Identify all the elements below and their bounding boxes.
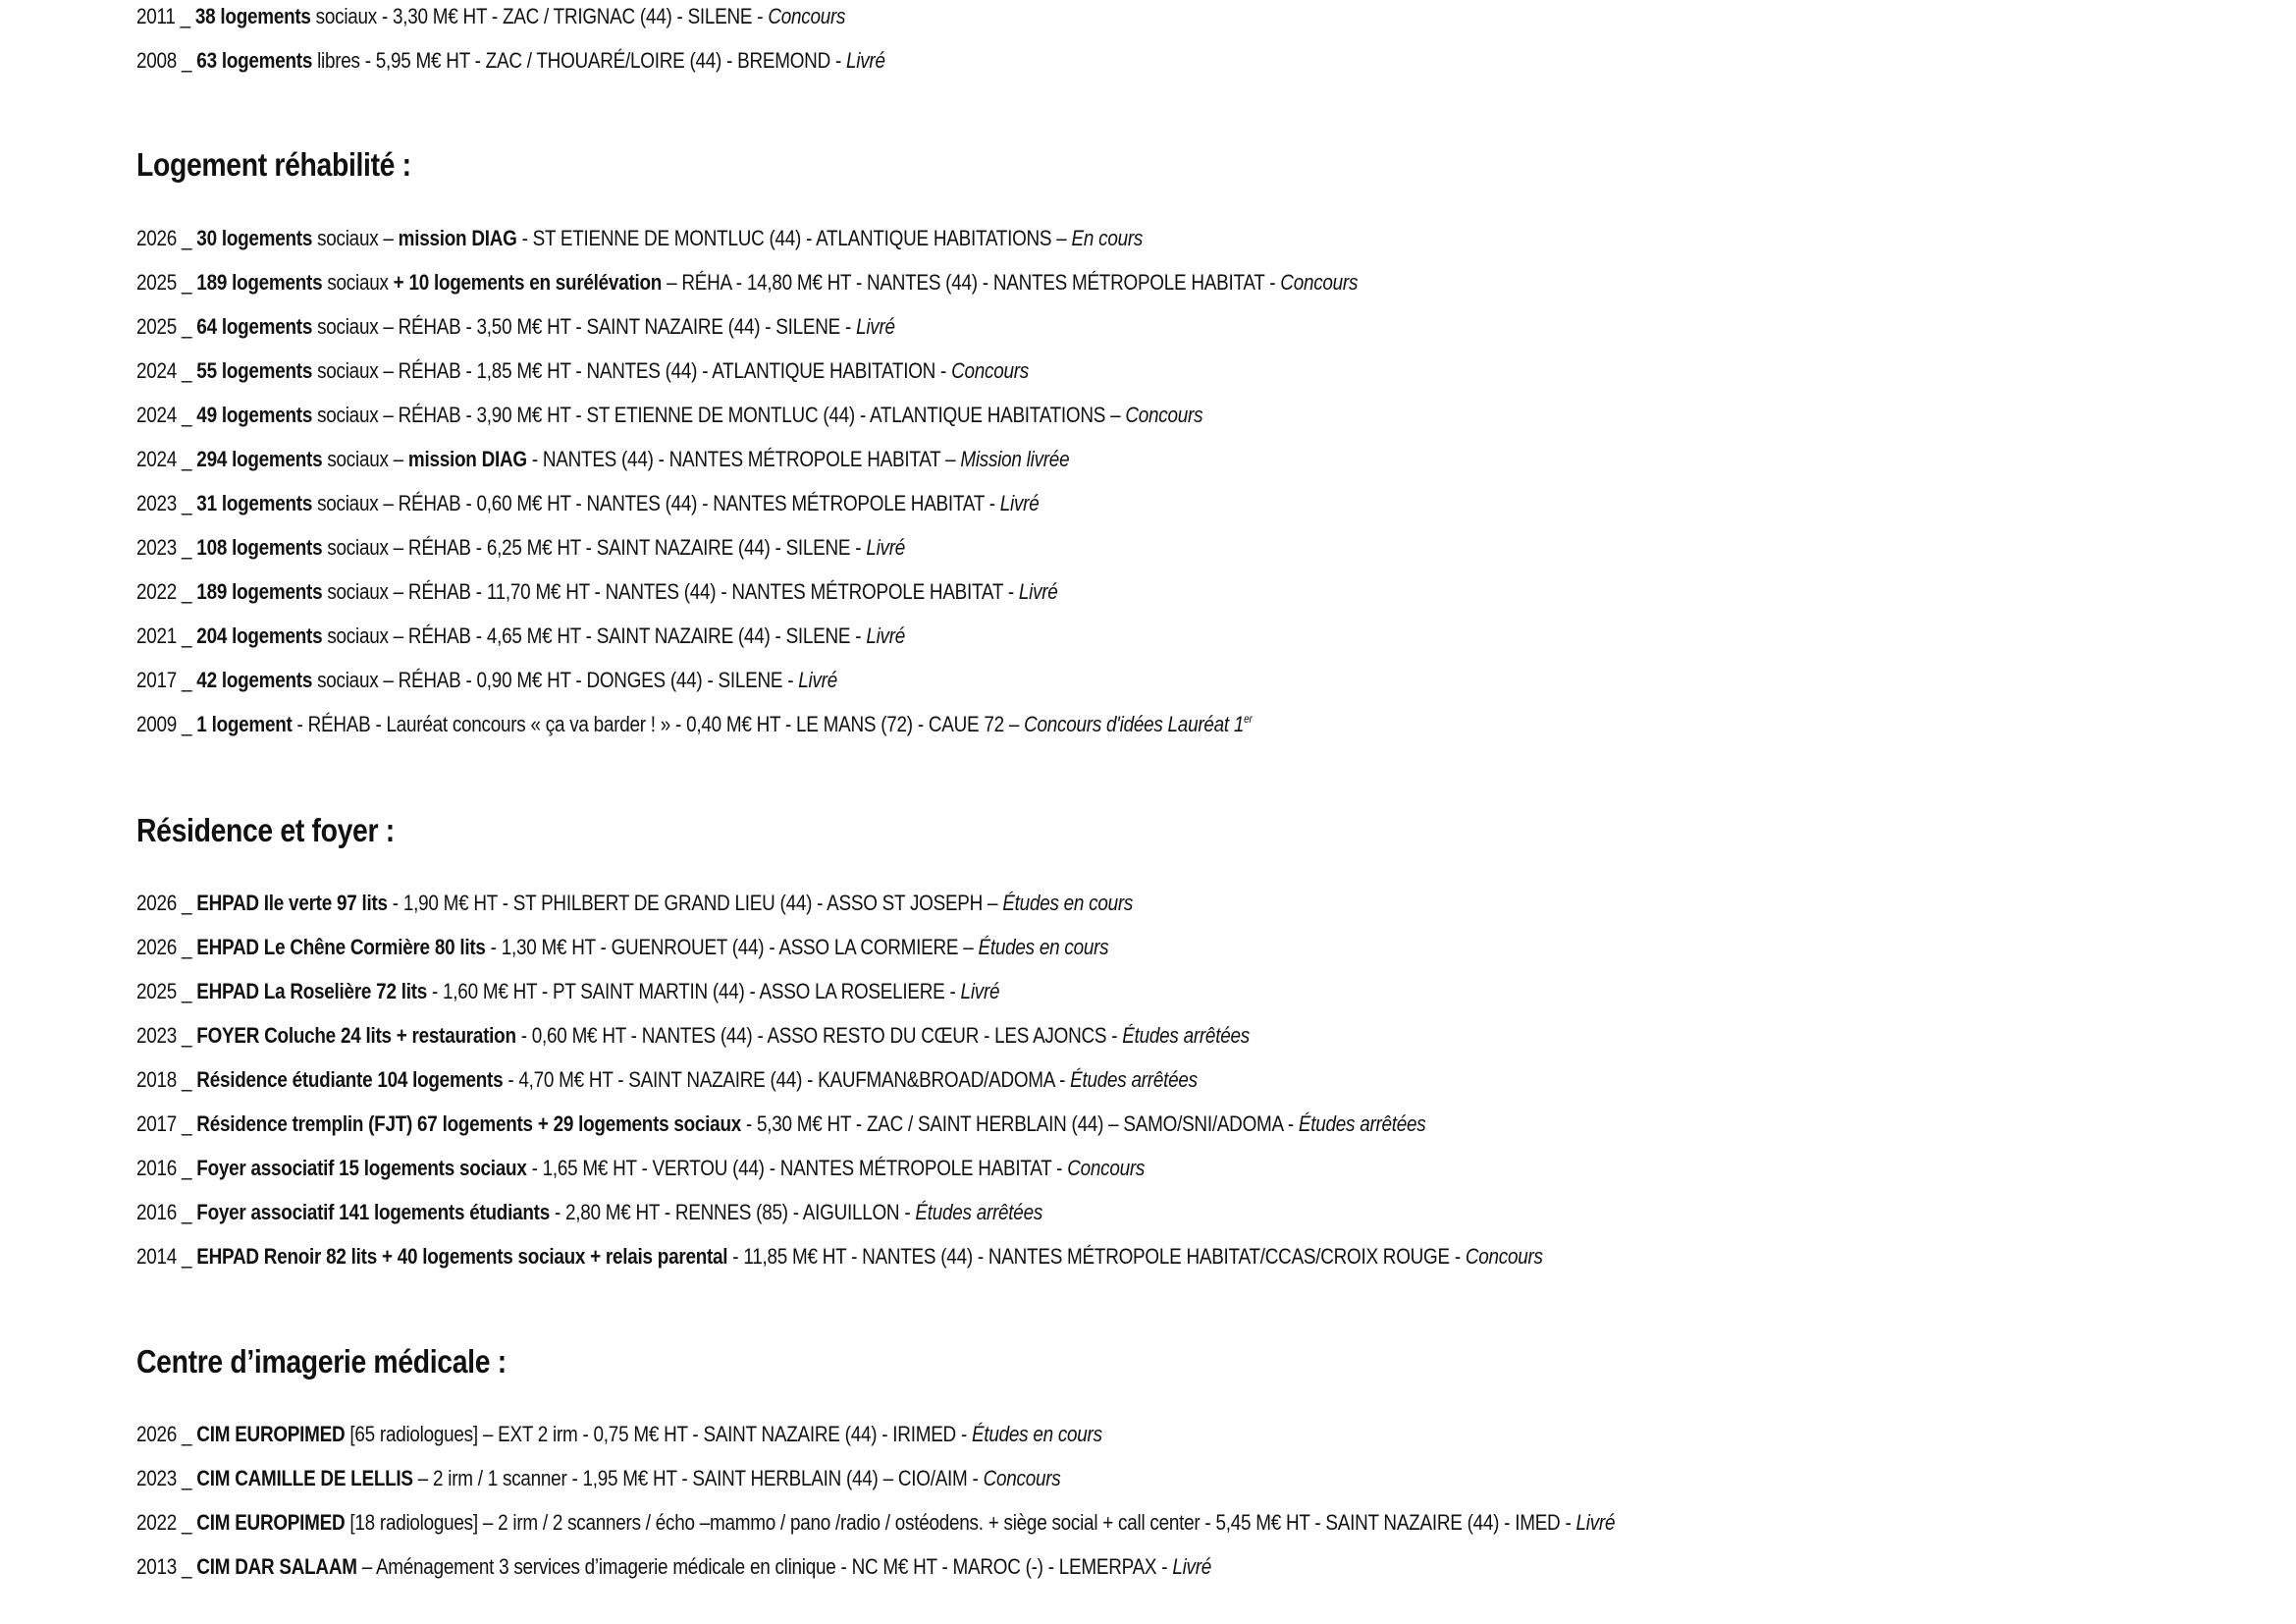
project-year: 2013 bbox=[136, 1554, 178, 1579]
project-details: - 1,60 M€ HT - PT SAINT MARTIN (44) - ASSO LA ROSELIERE - bbox=[427, 979, 961, 1003]
project-details: - RÉHAB - Lauréat concours « ça va barder ! » - 0,40 M€ HT - LE MANS (72) - CAUE 72 – bbox=[292, 712, 1025, 736]
project-title: Résidence tremplin (FJT) 67 logements + 29 logements sociaux bbox=[196, 1111, 741, 1136]
project-status: Mission livrée bbox=[960, 447, 1070, 471]
project-year: 2026 bbox=[136, 226, 178, 250]
project-line: 2023 _ 108 logements sociaux – RÉHAB - 6,25 M€ HT - SAINT NAZAIRE (44) - SILENE - Livré bbox=[136, 535, 906, 560]
project-line: 2026 _ EHPAD Ile verte 97 lits - 1,90 M€ HT - ST PHILBERT DE GRAND LIEU (44) - ASSO ST JOSEPH – Études en cours bbox=[136, 891, 1134, 915]
project-title: CIM CAMILLE DE LELLIS bbox=[196, 1466, 413, 1490]
project-title: 38 logements bbox=[194, 4, 311, 28]
project-year: 2023 bbox=[136, 491, 178, 515]
project-details: – RÉHA - 14,80 M€ HT - NANTES (44) - NANTES MÉTROPOLE HABITAT - bbox=[662, 270, 1281, 295]
project-line: 2009 _ 1 logement - RÉHAB - Lauréat concours « ça va barder ! » - 0,40 M€ HT - LE MANS (72) - CAUE 72 – Concours d'idées Lauréat 1er bbox=[136, 712, 1253, 736]
project-status: Concours bbox=[768, 4, 846, 28]
project-title: 189 logements bbox=[196, 579, 323, 604]
project-status: Concours bbox=[983, 1466, 1061, 1490]
project-line: 2023 _ 31 logements sociaux – RÉHAB - 0,60 M€ HT - NANTES (44) - NANTES MÉTROPOLE HABITAT - Livré bbox=[136, 491, 1040, 515]
project-title: EHPAD Le Chêne Cormière 80 lits bbox=[196, 935, 486, 959]
project-status: Livré bbox=[999, 491, 1040, 515]
project-title-extra: + 10 logements en surélévation bbox=[393, 270, 663, 295]
project-line: 2025 _ 64 logements sociaux – RÉHAB - 3,50 M€ HT - SAINT NAZAIRE (44) - SILENE - Livré bbox=[136, 314, 895, 339]
project-details: - 1,90 M€ HT - ST PHILBERT DE GRAND LIEU (44) - ASSO ST JOSEPH – bbox=[387, 891, 1003, 915]
project-status: Livré bbox=[866, 623, 906, 648]
project-details: sociaux - 3,30 M€ HT - ZAC / TRIGNAC (44) - SILENE - bbox=[310, 4, 769, 28]
project-status: Concours d'idées Lauréat 1er bbox=[1024, 712, 1253, 736]
project-details: - 11,85 M€ HT - NANTES (44) - NANTES MÉTROPOLE HABITAT/CCAS/CROIX ROUGE - bbox=[727, 1244, 1466, 1269]
project-details: [18 radiologues] – 2 irm / 2 scanners / écho –mammo / pano /radio / ostéodens. + siège social + call center - 5,45 M€ HT - SAINT NAZAIRE (44) - IMED - bbox=[345, 1510, 1576, 1535]
project-year: 2023 bbox=[136, 1466, 178, 1490]
project-year: 2009 bbox=[136, 712, 178, 736]
project-title: EHPAD Renoir 82 lits + 40 logements sociaux + relais parental bbox=[196, 1244, 728, 1269]
project-line: 2014 _ EHPAD Renoir 82 lits + 40 logements sociaux + relais parental - 11,85 M€ HT - NANTES (44) - NANTES MÉTROPOLE HABITAT/CCAS/CROIX ROUGE - Concours bbox=[136, 1244, 1543, 1269]
project-year: 2026 bbox=[136, 935, 178, 959]
project-year: 2016 bbox=[136, 1200, 178, 1224]
project-details: sociaux – RÉHAB - 0,60 M€ HT - NANTES (44) - NANTES MÉTROPOLE HABITAT - bbox=[312, 491, 1000, 515]
project-year: 2018 bbox=[136, 1067, 178, 1092]
project-year: 2008 bbox=[136, 48, 178, 73]
project-details: - 2,80 M€ HT - RENNES (85) - AIGUILLON - bbox=[549, 1200, 916, 1224]
project-title: 63 logements bbox=[196, 48, 313, 73]
project-line: 2011 _ 38 logements sociaux - 3,30 M€ HT - ZAC / TRIGNAC (44) - SILENE - Concours bbox=[136, 4, 846, 28]
project-status: Études en cours bbox=[971, 1422, 1102, 1446]
project-line: 2013 _ CIM DAR SALAAM – Aménagement 3 services d’imagerie médicale en clinique - NC M€ HT - MAROC (-) - LEMERPAX - Livré bbox=[136, 1554, 1212, 1579]
project-title: 204 logements bbox=[196, 623, 323, 648]
project-title-extra: mission DIAG bbox=[407, 447, 527, 471]
project-line: 2026 _ 30 logements sociaux – mission DIAG - ST ETIENNE DE MONTLUC (44) - ATLANTIQUE HABITATIONS – En cours bbox=[136, 226, 1144, 250]
project-status: Livré bbox=[856, 314, 895, 339]
project-year: 2025 bbox=[136, 270, 178, 295]
project-details: - 1,65 M€ HT - VERTOU (44) - NANTES MÉTROPOLE HABITAT - bbox=[526, 1156, 1068, 1180]
project-details: sociaux – RÉHAB - 4,65 M€ HT - SAINT NAZAIRE (44) - SILENE - bbox=[322, 623, 867, 648]
project-year: 2025 bbox=[136, 979, 178, 1003]
project-details: - 1,30 M€ HT - GUENROUET (44) - ASSO LA CORMIERE – bbox=[485, 935, 979, 959]
project-line: 2017 _ Résidence tremplin (FJT) 67 logements + 29 logements sociaux - 5,30 M€ HT - ZAC / SAINT HERBLAIN (44) – SAMO/SNI/ADOMA - Études arrêtées bbox=[136, 1111, 1426, 1136]
section-heading-logement-rehabilite: Logement réhabilité : bbox=[136, 146, 411, 183]
project-line: 2024 _ 49 logements sociaux – RÉHAB - 3,90 M€ HT - ST ETIENNE DE MONTLUC (44) - ATLANTIQUE HABITATIONS – Concours bbox=[136, 403, 1203, 427]
project-title: 294 logements bbox=[196, 447, 323, 471]
project-details: sociaux – RÉHAB - 11,70 M€ HT - NANTES (44) - NANTES MÉTROPOLE HABITAT - bbox=[322, 579, 1019, 604]
project-title: 55 logements bbox=[196, 358, 313, 383]
project-status: Concours bbox=[1067, 1156, 1146, 1180]
project-status: Études arrêtées bbox=[1298, 1111, 1426, 1136]
project-title: 64 logements bbox=[196, 314, 313, 339]
project-status: Livré bbox=[1172, 1554, 1212, 1579]
project-line: 2016 _ Foyer associatif 15 logements sociaux - 1,65 M€ HT - VERTOU (44) - NANTES MÉTROPOLE HABITAT - Concours bbox=[136, 1156, 1146, 1180]
project-line: 2024 _ 55 logements sociaux – RÉHAB - 1,85 M€ HT - NANTES (44) - ATLANTIQUE HABITATION - Concours bbox=[136, 358, 1029, 383]
project-year: 2026 bbox=[136, 1422, 178, 1446]
project-title: 49 logements bbox=[196, 403, 313, 427]
project-details: sociaux – RÉHAB - 6,25 M€ HT - SAINT NAZAIRE (44) - SILENE - bbox=[322, 535, 867, 560]
project-line: 2024 _ 294 logements sociaux – mission DIAG - NANTES (44) - NANTES MÉTROPOLE HABITAT – Mission livrée bbox=[136, 447, 1070, 471]
project-year: 2016 bbox=[136, 1156, 178, 1180]
project-line: 2018 _ Résidence étudiante 104 logements - 4,70 M€ HT - SAINT NAZAIRE (44) - KAUFMAN&BROAD/ADOMA - Études arrêtées bbox=[136, 1067, 1198, 1092]
project-title: 1 logement bbox=[196, 712, 293, 736]
project-year: 2023 bbox=[136, 1023, 178, 1048]
project-status: Livré bbox=[1018, 579, 1058, 604]
project-status: Études en cours bbox=[978, 935, 1109, 959]
project-title: EHPAD Ile verte 97 lits bbox=[196, 891, 388, 915]
project-line: 2022 _ 189 logements sociaux – RÉHAB - 11,70 M€ HT - NANTES (44) - NANTES MÉTROPOLE HABITAT - Livré bbox=[136, 579, 1058, 604]
project-details: sociaux – RÉHAB - 3,50 M€ HT - SAINT NAZAIRE (44) - SILENE - bbox=[312, 314, 857, 339]
project-details: – 2 irm / 1 scanner - 1,95 M€ HT - SAINT HERBLAIN (44) – CIO/AIM - bbox=[412, 1466, 984, 1490]
project-status: Études arrêtées bbox=[915, 1200, 1043, 1224]
project-status: Concours bbox=[1125, 403, 1203, 427]
section-heading-residence-foyer: Résidence et foyer : bbox=[136, 812, 395, 848]
project-status: Concours bbox=[1465, 1244, 1543, 1269]
project-year: 2024 bbox=[136, 447, 178, 471]
project-title: FOYER Coluche 24 lits + restauration bbox=[196, 1023, 516, 1048]
project-year: 2014 bbox=[136, 1244, 178, 1269]
project-line: 2025 _ EHPAD La Roselière 72 lits - 1,60 M€ HT - PT SAINT MARTIN (44) - ASSO LA ROSELIERE - Livré bbox=[136, 979, 1000, 1003]
ordinal-superscript: er bbox=[1244, 712, 1253, 726]
project-year: 2024 bbox=[136, 358, 178, 383]
project-line: 2023 _ FOYER Coluche 24 lits + restauration - 0,60 M€ HT - NANTES (44) - ASSO RESTO DU CŒUR - LES AJONCS - Études arrêtées bbox=[136, 1023, 1250, 1048]
project-year: 2017 bbox=[136, 1111, 178, 1136]
project-details: sociaux – RÉHAB - 0,90 M€ HT - DONGES (44) - SILENE - bbox=[312, 668, 799, 692]
project-line: 2016 _ Foyer associatif 141 logements étudiants - 2,80 M€ HT - RENNES (85) - AIGUILLON - Études arrêtées bbox=[136, 1200, 1043, 1224]
project-status: Livré bbox=[866, 535, 906, 560]
project-year: 2023 bbox=[136, 535, 178, 560]
project-title: 30 logements bbox=[196, 226, 313, 250]
project-year: 2011 bbox=[136, 4, 176, 28]
project-title: 189 logements bbox=[196, 270, 323, 295]
project-status: Études arrêtées bbox=[1122, 1023, 1250, 1048]
project-title: EHPAD La Roselière 72 lits bbox=[196, 979, 428, 1003]
project-status: Études arrêtées bbox=[1070, 1067, 1198, 1092]
project-details: - 4,70 M€ HT - SAINT NAZAIRE (44) - KAUFMAN&BROAD/ADOMA - bbox=[503, 1067, 1071, 1092]
project-line: 2017 _ 42 logements sociaux – RÉHAB - 0,90 M€ HT - DONGES (44) - SILENE - Livré bbox=[136, 668, 837, 692]
project-details: - 0,60 M€ HT - NANTES (44) - ASSO RESTO DU CŒUR - LES AJONCS - bbox=[515, 1023, 1123, 1048]
project-year: 2021 bbox=[136, 623, 178, 648]
project-line: 2022 _ CIM EUROPIMED [18 radiologues] – 2 irm / 2 scanners / écho –mammo / pano /radio / ostéodens. + siège social + call center - 5,45 M€ HT - SAINT NAZAIRE (44) - IMED - Livré bbox=[136, 1510, 1616, 1535]
section-heading-imagerie-medicale: Centre d’imagerie médicale : bbox=[136, 1343, 507, 1380]
project-title: 42 logements bbox=[196, 668, 313, 692]
project-title: Foyer associatif 141 logements étudiants bbox=[196, 1200, 550, 1224]
project-year: 2017 bbox=[136, 668, 178, 692]
project-year: 2022 bbox=[136, 1510, 178, 1535]
project-status: En cours bbox=[1071, 226, 1144, 250]
project-year: 2025 bbox=[136, 314, 178, 339]
project-details: - ST ETIENNE DE MONTLUC (44) - ATLANTIQUE HABITATIONS – bbox=[516, 226, 1072, 250]
project-title: Résidence étudiante 104 logements bbox=[196, 1067, 504, 1092]
project-status: Livré bbox=[960, 979, 1000, 1003]
project-details: [65 radiologues] – EXT 2 irm - 0,75 M€ HT - SAINT NAZAIRE (44) - IRIMED - bbox=[345, 1422, 972, 1446]
project-line: 2008 _ 63 logements libres - 5,95 M€ HT - ZAC / THOUARÉ/LOIRE (44) - BREMOND - Livré bbox=[136, 48, 885, 73]
project-year: 2024 bbox=[136, 403, 178, 427]
project-status: Études en cours bbox=[1002, 891, 1134, 915]
project-status: Concours bbox=[1280, 270, 1359, 295]
project-year: 2022 bbox=[136, 579, 178, 604]
project-line: 2023 _ CIM CAMILLE DE LELLIS – 2 irm / 1 scanner - 1,95 M€ HT - SAINT HERBLAIN (44) – CIO/AIM - Concours bbox=[136, 1466, 1061, 1490]
project-details: libres - 5,95 M€ HT - ZAC / THOUARÉ/LOIRE (44) - BREMOND - bbox=[312, 48, 847, 73]
project-line: 2026 _ CIM EUROPIMED [65 radiologues] – EXT 2 irm - 0,75 M€ HT - SAINT NAZAIRE (44) - IRIMED - Études en cours bbox=[136, 1422, 1102, 1446]
project-details: - 5,30 M€ HT - ZAC / SAINT HERBLAIN (44) – SAMO/SNI/ADOMA - bbox=[740, 1111, 1299, 1136]
project-title: CIM DAR SALAAM bbox=[196, 1554, 357, 1579]
project-title: 31 logements bbox=[196, 491, 313, 515]
project-status: Livré bbox=[846, 48, 885, 73]
project-status: Concours bbox=[951, 358, 1029, 383]
project-line: 2026 _ EHPAD Le Chêne Cormière 80 lits - 1,30 M€ HT - GUENROUET (44) - ASSO LA CORMIERE – Études en cours bbox=[136, 935, 1109, 959]
project-title: CIM EUROPIMED bbox=[196, 1510, 346, 1535]
project-status: Livré bbox=[1575, 1510, 1616, 1535]
project-line: 2025 _ 189 logements sociaux + 10 logements en surélévation – RÉHA - 14,80 M€ HT - NANTES (44) - NANTES MÉTROPOLE HABITAT - Concours bbox=[136, 270, 1359, 295]
project-details: sociaux – RÉHAB - 3,90 M€ HT - ST ETIENNE DE MONTLUC (44) - ATLANTIQUE HABITATIONS – bbox=[312, 403, 1126, 427]
project-title: 108 logements bbox=[196, 535, 323, 560]
project-title: CIM EUROPIMED bbox=[196, 1422, 346, 1446]
project-details: – Aménagement 3 services d’imagerie médicale en clinique - NC M€ HT - MAROC (-) - LEMERPAX - bbox=[356, 1554, 1173, 1579]
project-details: - NANTES (44) - NANTES MÉTROPOLE HABITAT – bbox=[526, 447, 961, 471]
project-title: Foyer associatif 15 logements sociaux bbox=[196, 1156, 527, 1180]
project-year: 2026 bbox=[136, 891, 178, 915]
project-status: Livré bbox=[798, 668, 837, 692]
project-details: sociaux – RÉHAB - 1,85 M€ HT - NANTES (44) - ATLANTIQUE HABITATION - bbox=[312, 358, 952, 383]
project-title-extra: mission DIAG bbox=[398, 226, 517, 250]
project-line: 2021 _ 204 logements sociaux – RÉHAB - 4,65 M€ HT - SAINT NAZAIRE (44) - SILENE - Livré bbox=[136, 623, 906, 648]
